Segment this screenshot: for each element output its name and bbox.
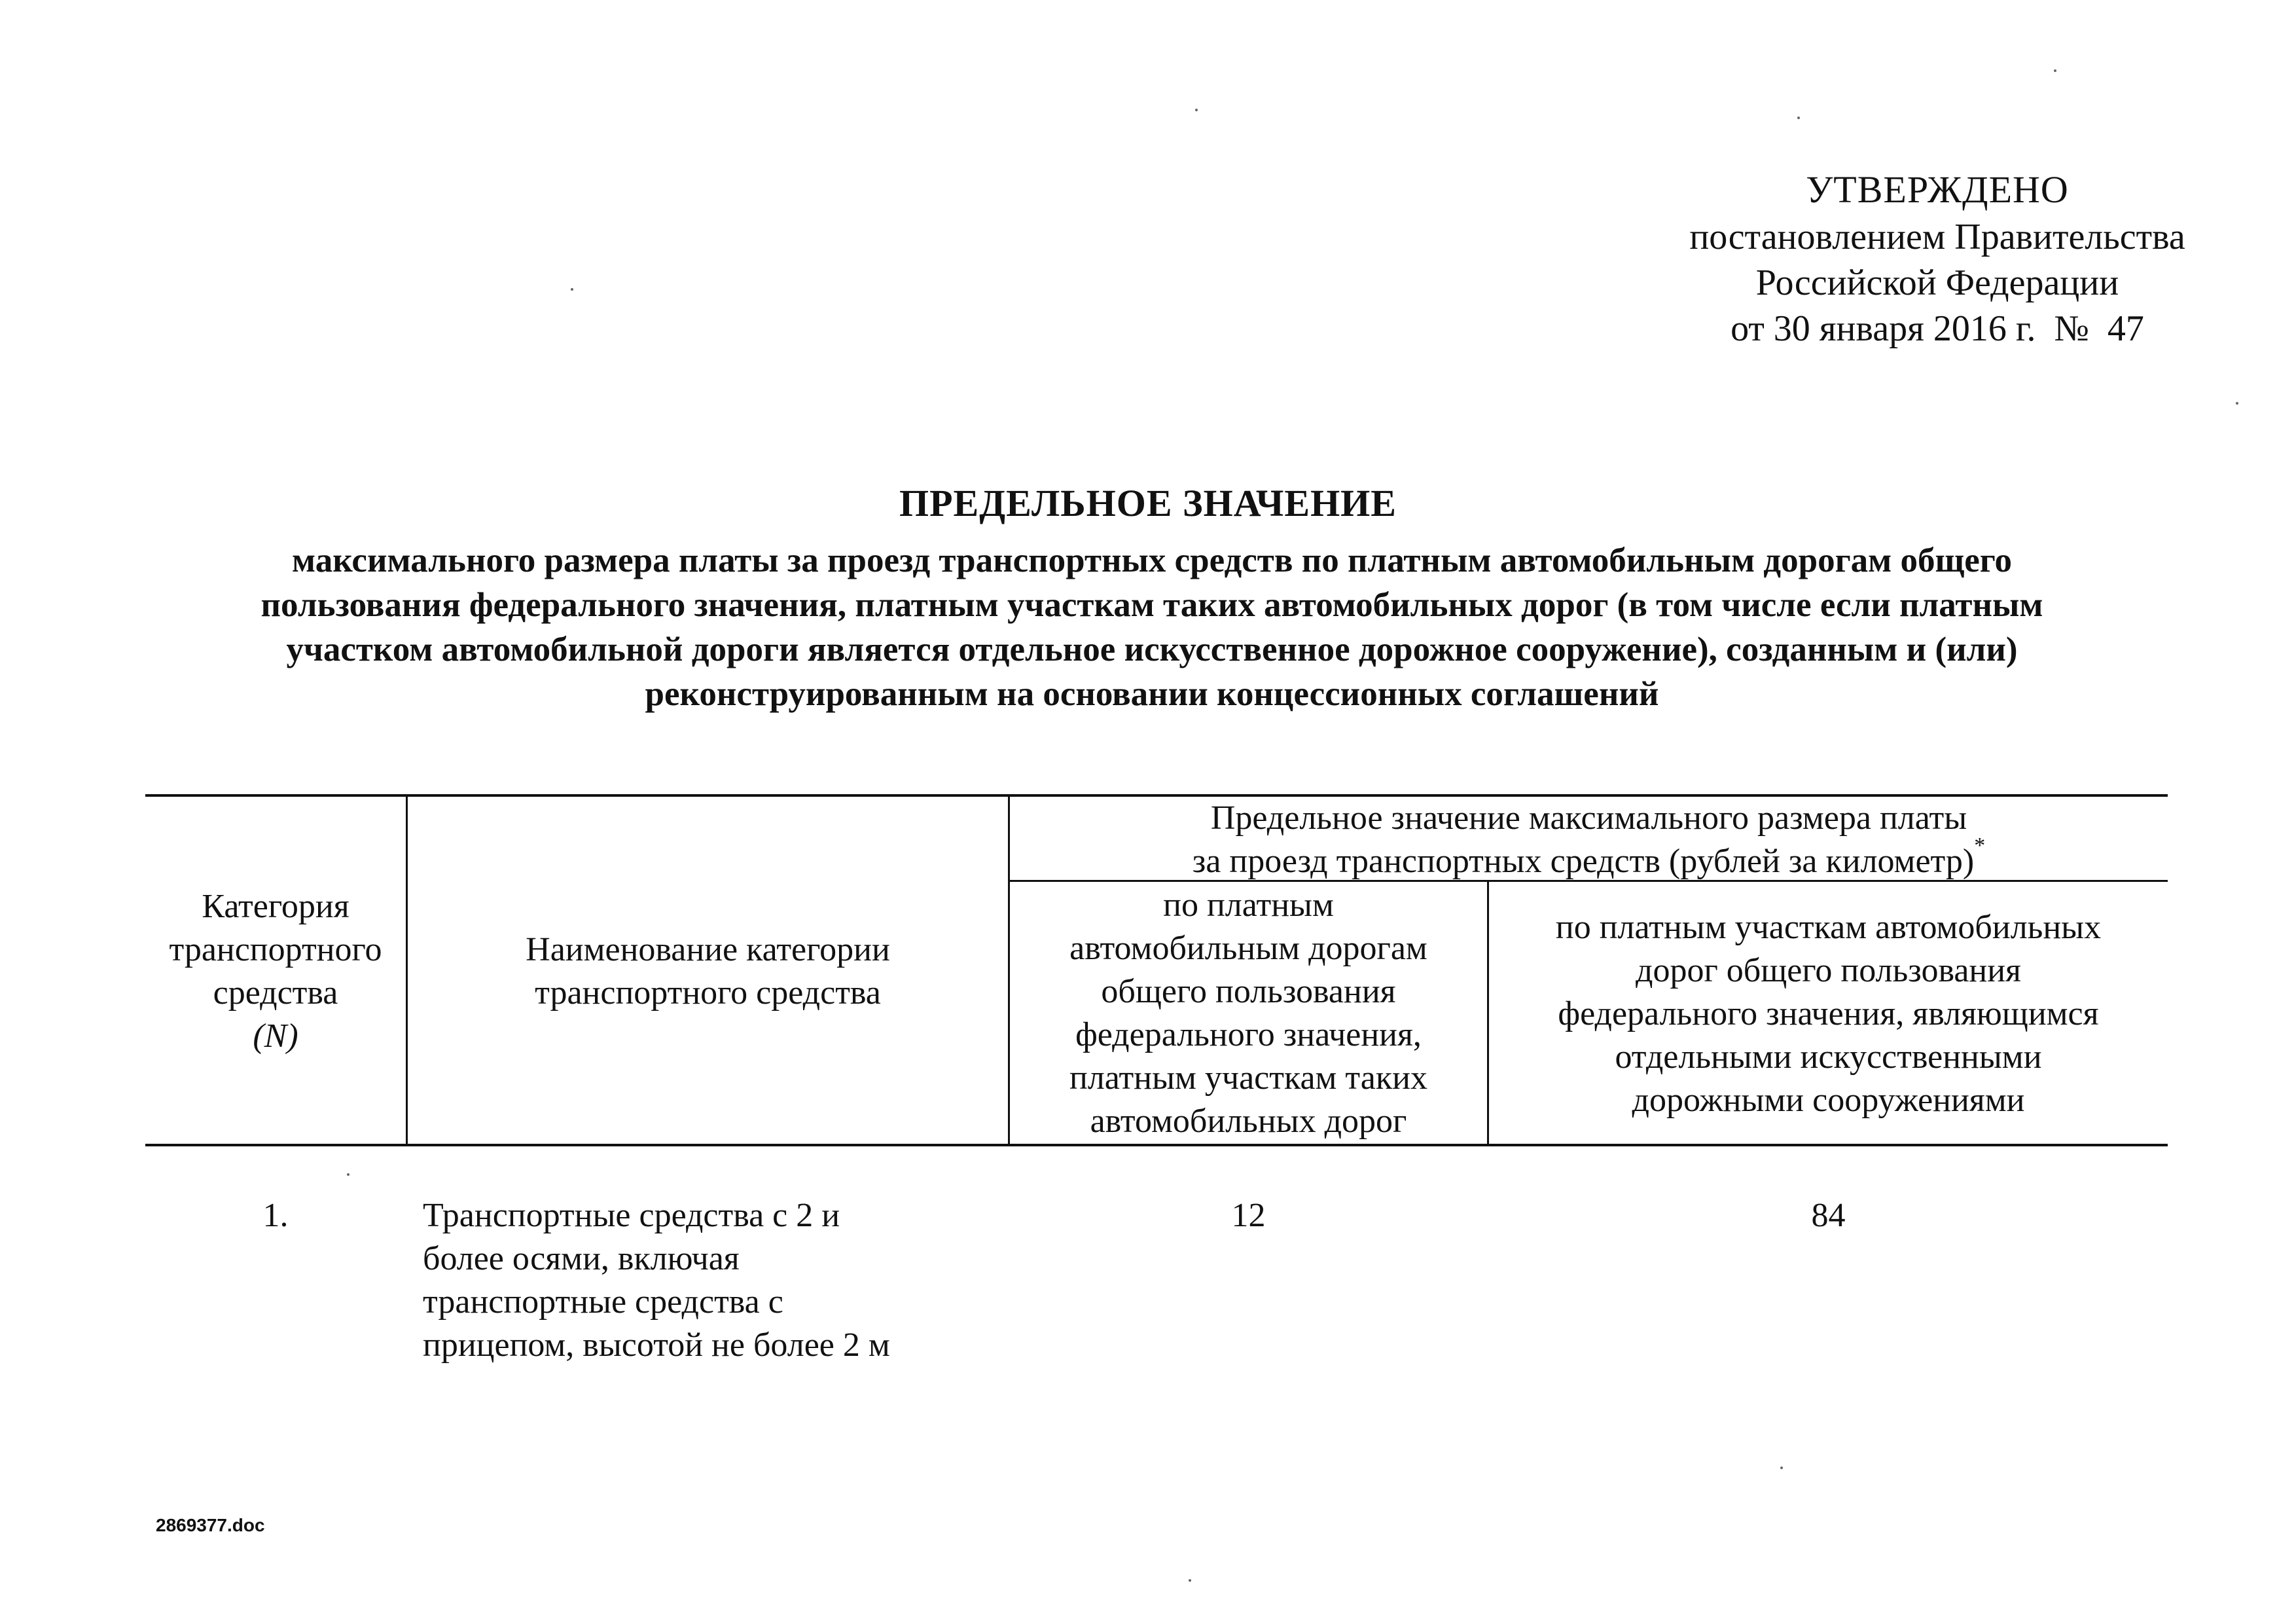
header-limit-group (1010, 797, 2168, 883)
header-structures-line: федерального значения, являющимся (1558, 995, 2099, 1032)
document-title: ПРЕДЕЛЬНОЕ ЗНАЧЕНИЕ (899, 482, 1397, 524)
document-subtitle (157, 538, 2147, 716)
scan-speck (1189, 1579, 1191, 1582)
header-roads-line: по платным (1163, 886, 1334, 924)
subtitle-line: реконструированным на основании концессионных соглашений (645, 675, 1659, 713)
subtitle-line: участком автомобильной дороги является отдельное искусственное дорожное сооружение), созданным и (или) (286, 630, 2018, 668)
row-name (423, 1194, 999, 1367)
header-roads-line: федерального значения, (1075, 1016, 1422, 1053)
header-structures-line: дорожными сооружениями (1632, 1082, 2025, 1119)
row-structures-value: 84 (1811, 1197, 1846, 1234)
scan-speck (2236, 402, 2238, 405)
approval-heading: УТВЕРЖДЕНО (1806, 168, 2069, 211)
header-name-line: транспортного средства (535, 974, 881, 1012)
header-limit-line (1010, 833, 2168, 883)
header-structures (1489, 906, 2168, 1122)
header-category (145, 885, 406, 1058)
approval-line-2: Российской Федерации (1755, 263, 2119, 303)
row-number: 1. (262, 1197, 289, 1234)
header-category-line: Категория (202, 888, 350, 925)
header-category-n: (N) (253, 1017, 298, 1055)
header-roads (1010, 884, 1487, 1143)
subtitle-line: максимального размера платы за проезд транспортных средств по платным автомобильным дорогам общего (291, 541, 2013, 579)
footnote-mark: * (1974, 833, 1986, 858)
scan-speck (571, 288, 573, 291)
approval-line-3: от 30 января 2016 г. № 47 (1731, 308, 2144, 349)
document-id: 2869377.doc (156, 1515, 265, 1535)
approval-block (1610, 167, 2265, 352)
header-roads-line: автомобильных дорог (1090, 1103, 1407, 1140)
scan-speck (347, 1173, 350, 1176)
row-name-line: транспортные средства с (423, 1283, 783, 1321)
header-structures-line: по платным участкам автомобильных (1555, 909, 2102, 946)
scan-speck (2054, 69, 2056, 72)
row-roads-value: 12 (1231, 1197, 1266, 1234)
row-name-line: Транспортные средства с 2 и (423, 1197, 840, 1234)
scan-speck (1195, 109, 1198, 111)
row-name-line: более осями, включая (423, 1240, 740, 1277)
header-roads-line: автомобильным дорогам (1069, 930, 1427, 967)
header-name-line: Наименование категории (526, 931, 890, 968)
header-structures-line: отдельными искусственными (1615, 1038, 2042, 1076)
subtitle-line: пользования федерального значения, платным участкам таких автомобильных дорог (в том числе если платным (260, 586, 2043, 624)
header-roads-line: платным участкам таких (1069, 1059, 1427, 1097)
approval-line-1: постановлением Правительства (1689, 217, 2185, 257)
scan-speck (1780, 1467, 1783, 1469)
header-name (408, 928, 1008, 1015)
header-limit-line: Предельное значение максимального размера платы (1210, 799, 1967, 837)
header-category-line: транспортного (169, 931, 382, 968)
header-category-line: средства (213, 974, 338, 1012)
header-limit-line-text: за проезд транспортных средств (рублей за километр) (1192, 843, 1975, 880)
scan-speck (1797, 117, 1800, 119)
header-roads-line: общего пользования (1101, 973, 1396, 1010)
header-bottom-border (145, 1144, 2168, 1146)
header-structures-line: дорог общего пользования (1636, 952, 2021, 989)
row-name-line: прицепом, высотой не более 2 м (423, 1326, 890, 1364)
